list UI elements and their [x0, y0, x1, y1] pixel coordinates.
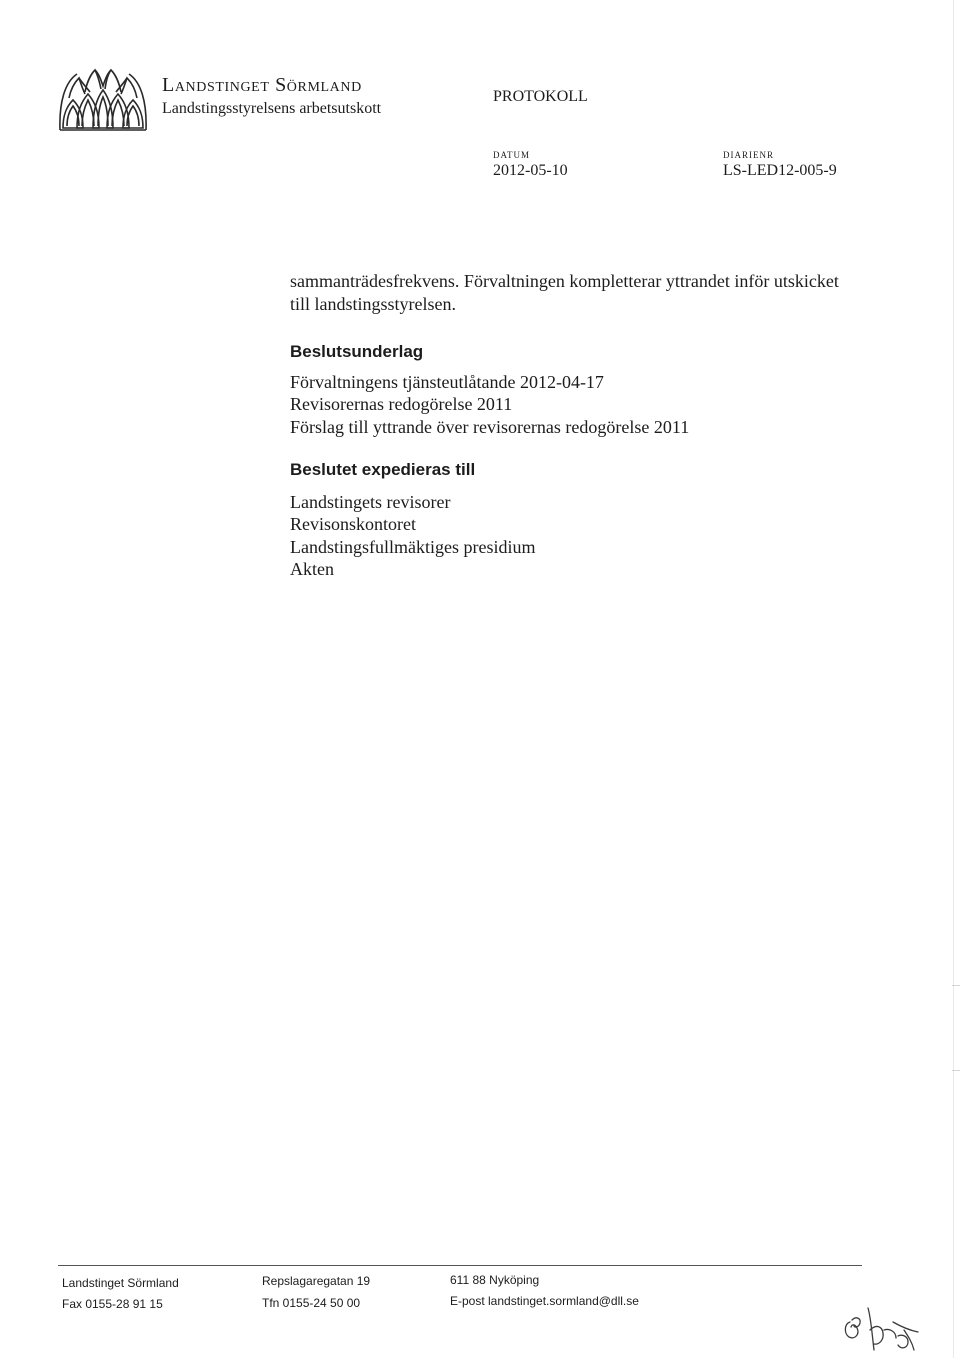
diary-number-value: LS-LED12-005-9 [723, 162, 837, 179]
date-label: DATUM [493, 150, 531, 160]
basis-list [290, 371, 689, 438]
page-edge-tick [952, 1070, 960, 1071]
date-value: 2012-05-10 [493, 162, 568, 179]
landsting-logo-icon [57, 62, 149, 134]
footer-street: Repslagaregatan 19 [262, 1274, 371, 1288]
dispatch-heading: Beslutet expedieras till [290, 460, 476, 479]
list-item: Revisorernas redogörelse 2011 [290, 394, 513, 415]
footer-email: E-post landstinget.sormland@dll.se [450, 1294, 639, 1308]
basis-heading: Beslutsunderlag [290, 342, 424, 361]
org-name: Landstinget Sörmland [162, 74, 362, 96]
list-item: Förvaltningens tjänsteutlåtande 2012-04-17 [290, 372, 604, 392]
dispatch-list [290, 491, 535, 580]
org-unit: Landstingsstyrelsens arbetsutskott [162, 100, 382, 117]
footer-org-name: Landstinget Sörmland [62, 1276, 179, 1290]
intro-line: sammanträdesfrekvens. Förvaltningen kompletterar yttrandet inför utskicket [290, 271, 839, 291]
list-item: Förslag till yttrande över revisorernas redogörelse 2011 [290, 416, 690, 437]
footer-divider [58, 1265, 862, 1266]
intro-paragraph [290, 270, 880, 316]
list-item: Landstingsfullmäktiges presidium [290, 536, 536, 557]
document-type: PROTOKOLL [493, 88, 588, 105]
page-edge [953, 0, 954, 1358]
intro-line: till landstingsstyrelsen. [290, 294, 456, 314]
list-item: Akten [290, 558, 334, 579]
diary-number-label: DIARIENR [723, 150, 774, 160]
footer-phone: Tfn 0155-24 50 00 [262, 1296, 361, 1310]
list-item: Revisonskontoret [290, 514, 416, 535]
page-edge-tick [952, 985, 960, 986]
footer-postal: 611 88 Nyköping [450, 1273, 540, 1287]
handwritten-initials-signature [838, 1300, 938, 1358]
list-item: Landstingets revisorer [290, 492, 451, 512]
footer-fax: Fax 0155-28 91 15 [62, 1297, 163, 1311]
